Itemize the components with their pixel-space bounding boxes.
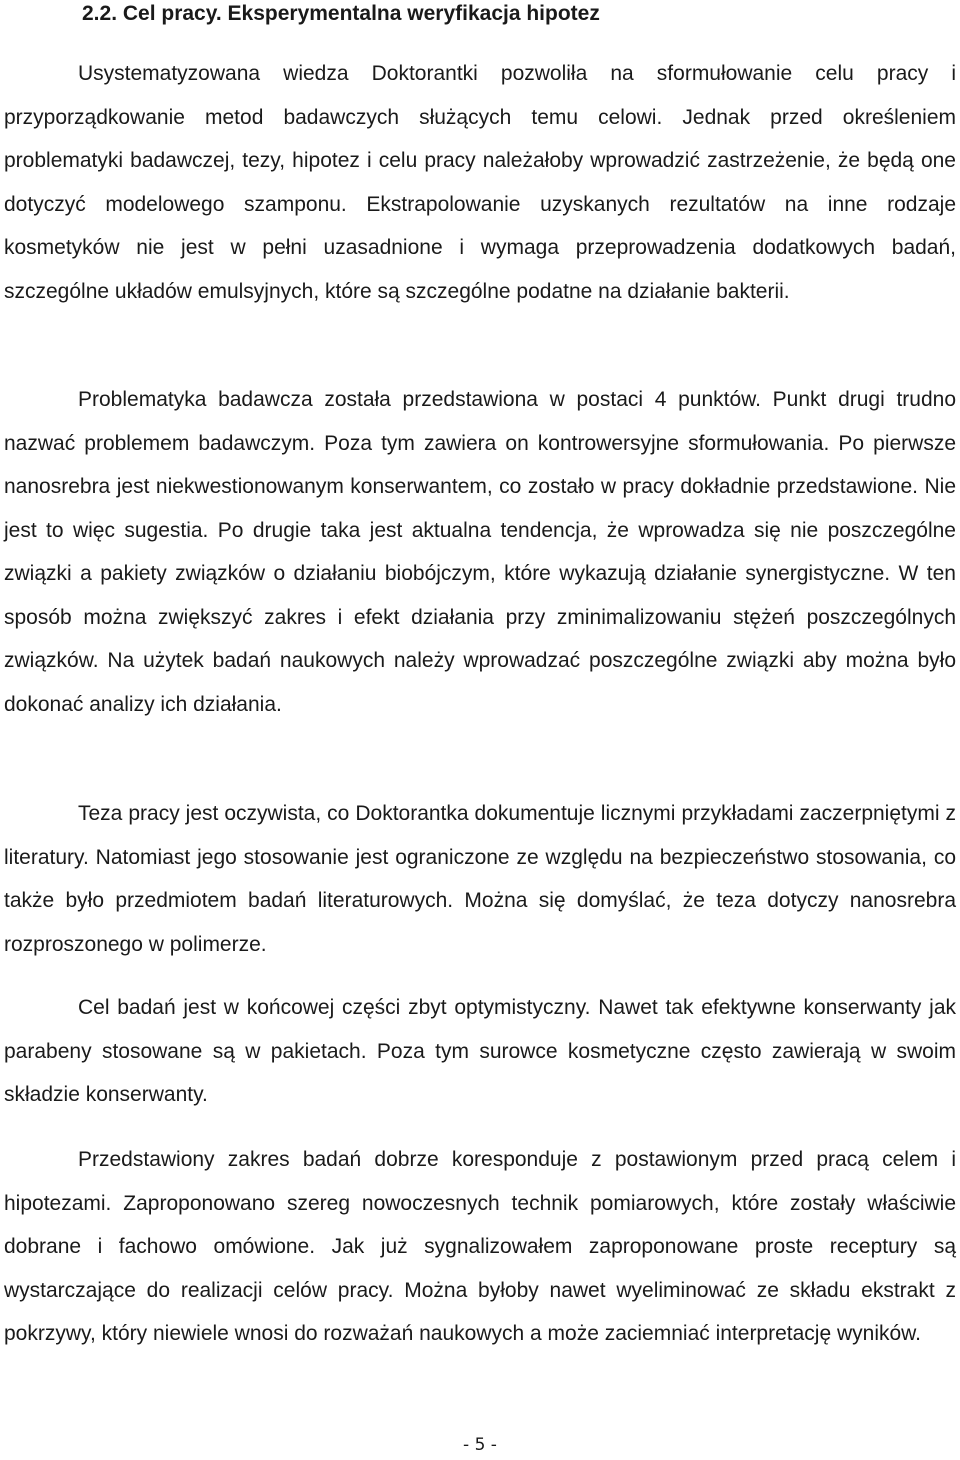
section-heading: 2.2. Cel pracy. Eksperymentalna weryfikacja hipotez	[82, 2, 600, 25]
paragraph-research-problems: Problematyka badawcza została przedstawiona w postaci 4 punktów. Punkt drugi trudno nazwać problemem badawczym. Poza tym zawiera on kontrowersyjne sformułowania. Po pierwsze nanosrebra jest niekwestionowanym konserwantem, co zostało w pracy dokładnie przedstawione. Nie jest to więc sugestia. Po drugie taka jest aktualna tendencja, że wprowadza się nie poszczególne związki a pakiety związków o działaniu biobójczym, które wykazują działanie synergistyczne. W ten sposób można zwiększyć zakres i efekt działania przy zminimalizowaniu stężeń poszczególnych związków. Na użytek badań naukowych należy wprowadzać poszczególne związki aby można było dokonać analizy ich działania.	[4, 388, 956, 716]
page-number: - 5 -	[463, 1435, 497, 1455]
paragraph-research-aim: Usystematyzowana wiedza Doktorantki pozwoliła na sformułowanie celu pracy i przyporządkowanie metod badawczych służących temu celowi. Jednak przed określeniem problematyki badawczej, tezy, hipotez i celu pracy należałoby wprowadzić zastrzeżenie, że będą one dotyczyć modelowego szamponu. Ekstrapolowanie uzyskanych rezultatów na inne rodzaje kosmetyków nie jest w pełni uzasadnione i wymaga przeprowadzenia dodatkowych badań, szczególne układów emulsyjnych, które są szczególne podatne na działanie bakterii.	[4, 62, 956, 303]
document-page	[4, 0, 956, 1460]
paragraph-research-scope: Przedstawiony zakres badań dobrze koresponduje z postawionym przed pracą celem i hipotezami. Zaproponowano szereg nowoczesnych technik pomiarowych, które zostały właściwie dobrane i fachowo omówione. Jak już sygnalizowałem zaproponowane proste receptury są wystarczające do realizacji celów pracy. Można byłoby nawet wyeliminować ze składu ekstrakt z pokrzywy, który niewiele wnosi do rozważań naukowych a może zaciemniać interpretację wyników.	[4, 1148, 956, 1345]
paragraph-research-goal: Cel badań jest w końcowej części zbyt optymistyczny. Nawet tak efektywne konserwanty jak parabeny stosowane są w pakietach. Poza tym surowce kosmetyczne często zawierają w swoim składzie konserwanty.	[4, 996, 956, 1106]
paragraph-thesis: Teza pracy jest oczywista, co Doktorantka dokumentuje licznymi przykładami zaczerpniętymi z literatury. Natomiast jego stosowanie jest ograniczone ze względu na bezpieczeństwo stosowania, co także było przedmiotem badań literaturowych. Można się domyślać, że teza dotyczy nanosrebra rozproszonego w polimerze.	[4, 802, 956, 956]
